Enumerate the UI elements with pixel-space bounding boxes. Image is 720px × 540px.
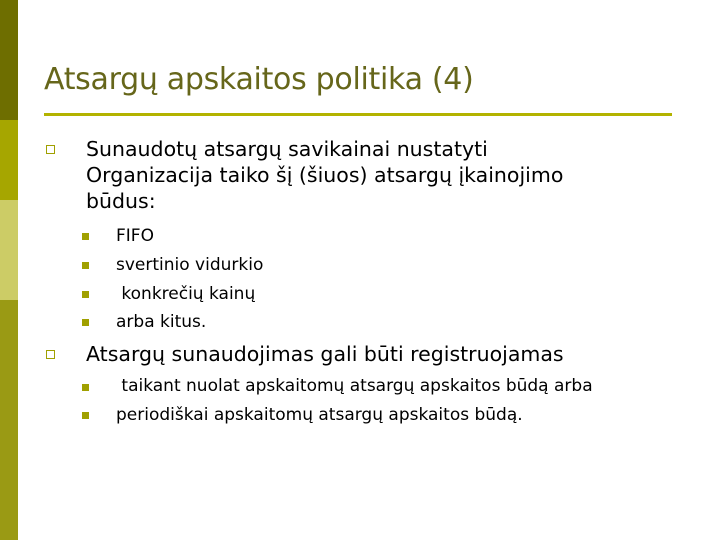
bullet-text	[86, 341, 686, 367]
side-bar-segment	[0, 200, 18, 300]
bullet-line: Organizacija taiko šį (šiuos) atsargų įkainojimo	[86, 163, 564, 187]
sub-bullet-icon	[82, 291, 89, 298]
sub-bullet-icon	[82, 412, 89, 419]
sub-bullet-text: taikant nuolat apskaitomų atsargų apskaitos būdą arba	[116, 376, 593, 396]
sub-bullet-icon	[82, 384, 89, 391]
sub-bullet-text: svertinio vidurkio	[116, 255, 264, 275]
bullet-line: Atsargų sunaudojimas gali būti registruojamas	[86, 342, 564, 366]
sub-bullet-text: periodiškai apskaitomų atsargų apskaitos būdą.	[116, 405, 523, 425]
sub-bullet-text: konkrečių kainų	[116, 284, 256, 304]
bullet-text	[86, 136, 686, 214]
side-bar-segment	[0, 120, 18, 200]
bullet-icon	[46, 145, 55, 154]
sub-bullet-text: arba kitus.	[116, 312, 207, 332]
title-underline	[44, 113, 672, 116]
sub-bullet-icon	[82, 319, 89, 326]
bullet-line: Sunaudotų atsargų savikainai nustatyti	[86, 137, 488, 161]
sub-bullet-icon	[82, 233, 89, 240]
side-bar-segment	[0, 300, 18, 540]
bullet-line: būdus:	[86, 189, 156, 213]
bullet-icon	[46, 350, 55, 359]
side-bar-segment	[0, 0, 18, 120]
slide-title: Atsargų apskaitos politika (4)	[44, 62, 474, 97]
sub-bullet-text: FIFO	[116, 226, 154, 246]
sub-bullet-icon	[82, 262, 89, 269]
